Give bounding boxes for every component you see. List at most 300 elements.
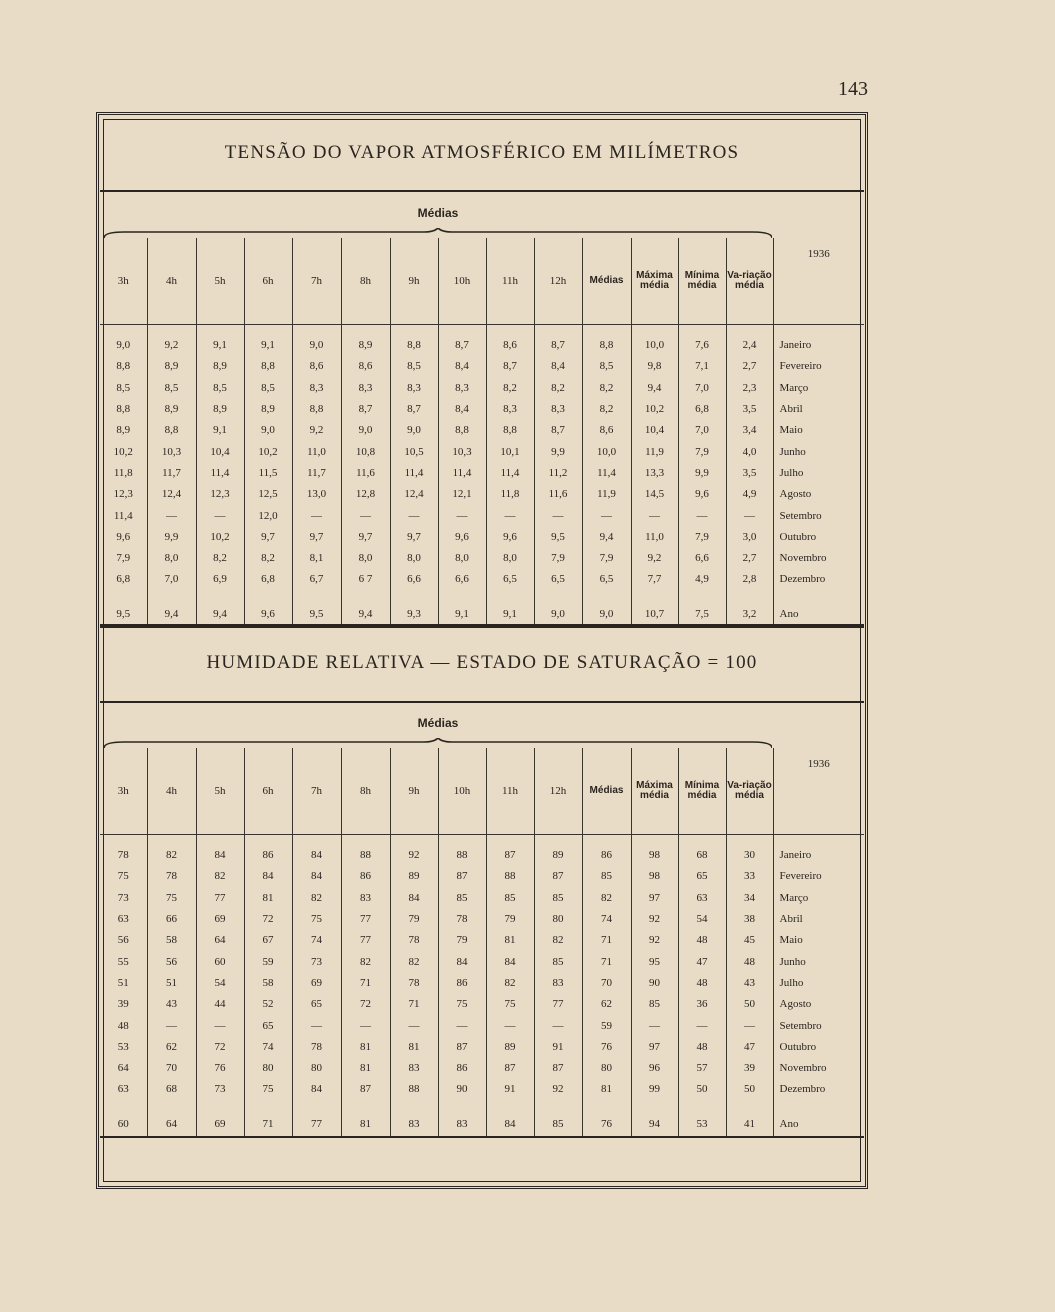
table-cell: 45: [726, 930, 773, 951]
table-cell: 9,7: [244, 527, 292, 548]
humidity-col-header: 5h: [196, 748, 244, 835]
table-cell: 84: [292, 845, 341, 866]
table-cell: 83: [390, 1058, 438, 1079]
table-cell: 10,0: [631, 335, 678, 356]
table-cell: 65: [244, 1015, 292, 1036]
table-cell: 65: [292, 994, 341, 1015]
table-cell: 84: [292, 1079, 341, 1100]
table-cell: 50: [726, 994, 773, 1015]
table-cell: 9,0: [390, 420, 438, 441]
table-cell: 11,0: [631, 527, 678, 548]
table-cell: 8,8: [582, 335, 631, 356]
page-number: 143: [838, 78, 868, 100]
table-cell: 82: [341, 951, 390, 972]
humidity-col-header: Va-riação média: [726, 748, 773, 835]
table-cell: 8,0: [341, 548, 390, 569]
month-label: Maio: [773, 420, 864, 441]
table-cell: 9,9: [678, 463, 726, 484]
table-cell: 6,5: [582, 569, 631, 590]
table-cell: 11,5: [244, 463, 292, 484]
table-cell: 8,5: [582, 356, 631, 377]
table-cell: 84: [292, 866, 341, 887]
table-cell: 99: [631, 1079, 678, 1100]
table-row: [100, 930, 864, 951]
table-cell: 87: [438, 866, 486, 887]
table-cell: 58: [147, 930, 196, 951]
table-cell: 9,6: [438, 527, 486, 548]
table-cell: 2,7: [726, 548, 773, 569]
table-cell: 8,5: [390, 356, 438, 377]
table-cell: 10,3: [147, 441, 196, 462]
vapor-col-header: 10h: [438, 238, 486, 325]
table-cell: 78: [147, 866, 196, 887]
table-cell: 10,4: [196, 441, 244, 462]
table-cell: —: [292, 1015, 341, 1036]
table-cell: 33: [726, 866, 773, 887]
table-cell: —: [678, 1015, 726, 1036]
table-cell: 8,4: [438, 356, 486, 377]
table-cell: 75: [292, 909, 341, 930]
table-cell: 9,8: [631, 356, 678, 377]
table-cell: 87: [438, 1037, 486, 1058]
table-cell: 9,1: [196, 335, 244, 356]
table-cell: 6,8: [678, 399, 726, 420]
table-cell: 11,6: [534, 484, 582, 505]
table-cell: 85: [582, 866, 631, 887]
table-cell: 34: [726, 888, 773, 909]
month-label: Abril: [773, 909, 864, 930]
table-cell: 12,3: [196, 484, 244, 505]
table-cell: —: [486, 1015, 534, 1036]
table-cell: 6 7: [341, 569, 390, 590]
month-label: Junho: [773, 951, 864, 972]
table-cell: —: [534, 505, 582, 526]
table-cell: 7,0: [678, 420, 726, 441]
table-cell: —: [486, 505, 534, 526]
month-label: Janeiro: [773, 845, 864, 866]
vapor-col-header: Médias: [582, 238, 631, 325]
table-cell: 8,8: [116, 403, 131, 416]
table-cell: 43: [147, 994, 196, 1015]
table-cell: 87: [341, 1079, 390, 1100]
table-cell: 76: [582, 1112, 631, 1137]
month-label: Novembro: [773, 1058, 864, 1079]
table-row: [100, 378, 864, 399]
vapor-table: [100, 238, 864, 628]
table-row: [100, 1079, 864, 1100]
table-row: [100, 441, 864, 462]
vapor-col-header: 4h: [147, 238, 196, 325]
table-cell: 82: [582, 888, 631, 909]
table-cell: 79: [390, 909, 438, 930]
table-cell: 8,5: [244, 378, 292, 399]
table-cell: 86: [438, 973, 486, 994]
table-cell: 6,8: [116, 573, 131, 586]
month-label: Fevereiro: [773, 866, 864, 887]
table-cell: 7,6: [678, 335, 726, 356]
table-cell: 75: [244, 1079, 292, 1100]
table-cell: 11,7: [292, 463, 341, 484]
table-cell: 65: [678, 866, 726, 887]
table-cell: 63: [117, 913, 129, 926]
table-cell: 85: [631, 994, 678, 1015]
month-label: Fevereiro: [773, 356, 864, 377]
table-cell: 57: [678, 1058, 726, 1079]
table-cell: 88: [486, 866, 534, 887]
month-label: Julho: [773, 463, 864, 484]
table-cell: 69: [292, 973, 341, 994]
table-cell: 3,4: [726, 420, 773, 441]
table-cell: 9,0: [244, 420, 292, 441]
table-cell: 9,9: [147, 527, 196, 548]
vapor-col-header: 8h: [341, 238, 390, 325]
table-cell: 84: [244, 866, 292, 887]
table-cell: 72: [196, 1037, 244, 1058]
table-cell: 8,8: [147, 420, 196, 441]
table-cell: 84: [390, 888, 438, 909]
table-cell: 60: [196, 951, 244, 972]
table-cell: 48: [678, 930, 726, 951]
table-cell: 7,9: [534, 548, 582, 569]
table-cell: 8,5: [196, 378, 244, 399]
vapor-col-header: Va-riação média: [726, 238, 773, 325]
humidity-table-title: HUMIDADE RELATIVA — ESTADO DE SATURAÇÃO = 100: [206, 652, 758, 673]
table-cell: —: [292, 505, 341, 526]
table-cell: 8,6: [582, 420, 631, 441]
table-cell: 11,7: [147, 463, 196, 484]
table-cell: 8,9: [147, 356, 196, 377]
table-cell: 75: [147, 888, 196, 909]
vapor-col-header: Máxima média: [631, 238, 678, 325]
vapor-col-header: 12h: [534, 238, 582, 325]
humidity-col-header: 8h: [341, 748, 390, 835]
month-label: Agosto: [773, 994, 864, 1015]
table-cell: 9,2: [292, 420, 341, 441]
table-cell: 8,0: [438, 548, 486, 569]
month-label: Março: [773, 888, 864, 909]
table-cell: 4,9: [678, 569, 726, 590]
table-cell: 30: [726, 845, 773, 866]
table-cell: 60: [100, 1112, 147, 1137]
table-cell: 82: [486, 973, 534, 994]
table-cell: 67: [244, 930, 292, 951]
table-cell: 58: [244, 973, 292, 994]
table-cell: 88: [390, 1079, 438, 1100]
table-row: [100, 888, 864, 909]
table-cell: 6,6: [678, 548, 726, 569]
table-cell: 2,8: [726, 569, 773, 590]
table-cell: 10,2: [113, 445, 133, 458]
table-cell: 11,4: [390, 463, 438, 484]
table-cell: —: [726, 1015, 773, 1036]
table-cell: 80: [534, 909, 582, 930]
humidity-year-header: 1936: [773, 748, 864, 835]
table-cell: 8,8: [486, 420, 534, 441]
vapor-col-header: 7h: [292, 238, 341, 325]
table-row: [100, 866, 864, 887]
table-cell: 8,3: [341, 378, 390, 399]
table-cell: 54: [196, 973, 244, 994]
table-cell: 8,2: [486, 378, 534, 399]
table-cell: 11,0: [292, 441, 341, 462]
table-cell: 8,6: [341, 356, 390, 377]
table-cell: 11,4: [582, 463, 631, 484]
table-cell: 71: [341, 973, 390, 994]
table-cell: 82: [196, 866, 244, 887]
humidity-col-header: 3h: [100, 748, 147, 835]
table-cell: 72: [244, 909, 292, 930]
table-cell: 71: [390, 994, 438, 1015]
table-cell: 83: [390, 1112, 438, 1137]
table-cell: 9,7: [292, 527, 341, 548]
table-cell: 10,2: [244, 441, 292, 462]
table-cell: —: [341, 1015, 390, 1036]
table-cell: 70: [582, 973, 631, 994]
humidity-col-header: Mínima média: [678, 748, 726, 835]
table-cell: 8,3: [534, 399, 582, 420]
table-cell: 9,0: [341, 420, 390, 441]
humidity-group-label: Médias: [417, 716, 459, 730]
table-cell: 7,9: [116, 552, 131, 565]
table-cell: 48: [726, 951, 773, 972]
table-cell: —: [726, 505, 773, 526]
table-row: [100, 399, 864, 420]
table-cell: 53: [678, 1112, 726, 1137]
month-label: Janeiro: [773, 335, 864, 356]
table-cell: 8,8: [116, 360, 131, 373]
table-row: [100, 548, 864, 569]
table-cell: 75: [117, 870, 129, 883]
table-cell: 11,9: [582, 484, 631, 505]
table-cell: 88: [341, 845, 390, 866]
table-cell: 81: [486, 930, 534, 951]
table-cell: 9,9: [534, 441, 582, 462]
table-row: [100, 527, 864, 548]
table-cell: 6,6: [438, 569, 486, 590]
table-cell: 6,8: [244, 569, 292, 590]
table-cell: 92: [390, 845, 438, 866]
table-cell: 8,7: [390, 399, 438, 420]
table-cell: 6,5: [534, 569, 582, 590]
table-cell: 51: [147, 973, 196, 994]
humidity-col-header: 10h: [438, 748, 486, 835]
table-cell: 8,5: [147, 378, 196, 399]
table-cell: 8,2: [244, 548, 292, 569]
table-cell: 84: [486, 1112, 534, 1137]
table-cell: 85: [534, 888, 582, 909]
table-cell: 10,2: [196, 527, 244, 548]
table-cell: 92: [631, 930, 678, 951]
table-cell: 55: [117, 955, 129, 968]
table-cell: 13,3: [631, 463, 678, 484]
table-cell: 9,6: [678, 484, 726, 505]
humidity-top-rule: [100, 624, 864, 626]
table-cell: —: [631, 505, 678, 526]
table-cell: —: [390, 1015, 438, 1036]
table-cell: 3,2: [726, 602, 773, 627]
table-cell: 90: [631, 973, 678, 994]
table-cell: 4,0: [726, 441, 773, 462]
table-cell: 7,0: [147, 569, 196, 590]
table-cell: —: [582, 505, 631, 526]
table-cell: 63: [117, 1083, 129, 1096]
month-label: Junho: [773, 441, 864, 462]
table-cell: 87: [486, 1058, 534, 1079]
humidity-table: [100, 748, 864, 1138]
table-cell: 9,4: [582, 527, 631, 548]
table-cell: 86: [582, 845, 631, 866]
table-row: [100, 994, 864, 1015]
humidity-col-header: 11h: [486, 748, 534, 835]
table-cell: 8,9: [244, 399, 292, 420]
table-cell: 9,3: [390, 602, 438, 627]
humidity-col-header: Médias: [582, 748, 631, 835]
table-row: [100, 951, 864, 972]
table-cell: —: [196, 505, 244, 526]
table-cell: 86: [244, 845, 292, 866]
table-cell: 8,7: [534, 420, 582, 441]
vapor-col-header: 5h: [196, 238, 244, 325]
table-cell: 10,7: [631, 602, 678, 627]
table-cell: 10,3: [438, 441, 486, 462]
table-cell: 74: [244, 1037, 292, 1058]
table-cell: 10,5: [390, 441, 438, 462]
table-cell: 8,1: [292, 548, 341, 569]
table-cell: 75: [438, 994, 486, 1015]
table-cell: 87: [486, 845, 534, 866]
table-cell: 8,7: [438, 335, 486, 356]
table-cell: 9,4: [196, 602, 244, 627]
table-cell: 11,4: [438, 463, 486, 484]
month-label: Setembro: [773, 505, 864, 526]
table-cell: 8,7: [486, 356, 534, 377]
vapor-group-label: Médias: [417, 206, 459, 220]
table-cell: 82: [534, 930, 582, 951]
table-cell: 62: [582, 994, 631, 1015]
table-cell: 13,0: [292, 484, 341, 505]
table-cell: 3,5: [726, 463, 773, 484]
table-cell: 12,4: [147, 484, 196, 505]
table-cell: 10,4: [631, 420, 678, 441]
table-cell: 48: [117, 1019, 129, 1032]
table-cell: 10,2: [631, 399, 678, 420]
month-label: Maio: [773, 930, 864, 951]
table-cell: 82: [147, 845, 196, 866]
table-cell: 2,4: [726, 335, 773, 356]
table-cell: 77: [341, 930, 390, 951]
table-cell: 86: [438, 1058, 486, 1079]
table-cell: 98: [631, 845, 678, 866]
month-label: Abril: [773, 399, 864, 420]
table-cell: 9,6: [116, 530, 131, 543]
table-cell: 4,9: [726, 484, 773, 505]
table-cell: 62: [147, 1037, 196, 1058]
table-row: [100, 909, 864, 930]
table-cell: 11,8: [486, 484, 534, 505]
table-cell: 80: [582, 1058, 631, 1079]
table-cell: 94: [631, 1112, 678, 1137]
month-label: Ano: [773, 1112, 864, 1137]
table-cell: 59: [582, 1015, 631, 1036]
table-cell: 6,6: [390, 569, 438, 590]
table-row: [100, 845, 864, 866]
table-row: [100, 602, 864, 627]
vapor-year-header: 1936: [773, 238, 864, 325]
table-row: [100, 1112, 864, 1137]
table-cell: 51: [117, 976, 129, 989]
table-cell: 38: [726, 909, 773, 930]
table-cell: 7,9: [678, 527, 726, 548]
table-row: [100, 505, 864, 526]
humidity-col-header: 4h: [147, 748, 196, 835]
table-cell: 2,3: [726, 378, 773, 399]
table-cell: 74: [292, 930, 341, 951]
table-row: [100, 484, 864, 505]
table-cell: 81: [582, 1079, 631, 1100]
table-cell: —: [341, 505, 390, 526]
table-cell: 12,1: [438, 484, 486, 505]
table-cell: 70: [147, 1058, 196, 1079]
table-cell: 12,5: [244, 484, 292, 505]
table-cell: 83: [438, 1112, 486, 1137]
table-cell: 85: [438, 888, 486, 909]
table-cell: 80: [244, 1058, 292, 1079]
table-cell: 89: [390, 866, 438, 887]
table-cell: 7,1: [678, 356, 726, 377]
table-cell: 8,8: [390, 335, 438, 356]
table-cell: 91: [534, 1037, 582, 1058]
table-cell: 8,6: [292, 356, 341, 377]
table-cell: 44: [196, 994, 244, 1015]
table-cell: 78: [390, 930, 438, 951]
table-cell: 50: [726, 1079, 773, 1100]
table-cell: 9,5: [534, 527, 582, 548]
table-cell: 43: [726, 973, 773, 994]
table-cell: 39: [726, 1058, 773, 1079]
table-cell: 47: [726, 1037, 773, 1058]
table-cell: —: [147, 1015, 196, 1036]
table-cell: 8,3: [486, 399, 534, 420]
table-cell: 8,7: [341, 399, 390, 420]
table-cell: 9,6: [486, 527, 534, 548]
table-cell: 8,5: [116, 381, 131, 394]
table-cell: 85: [486, 888, 534, 909]
table-cell: 14,5: [631, 484, 678, 505]
table-cell: 8,2: [582, 378, 631, 399]
table-cell: 71: [582, 930, 631, 951]
table-cell: 50: [678, 1079, 726, 1100]
table-cell: 10,0: [582, 441, 631, 462]
table-cell: 68: [678, 845, 726, 866]
table-cell: 41: [726, 1112, 773, 1137]
table-cell: 84: [438, 951, 486, 972]
table-cell: —: [196, 1015, 244, 1036]
table-cell: 69: [196, 909, 244, 930]
table-cell: 3,5: [726, 399, 773, 420]
table-cell: 8,9: [196, 399, 244, 420]
table-cell: 8,0: [147, 548, 196, 569]
humidity-col-header: 7h: [292, 748, 341, 835]
table-cell: 91: [486, 1079, 534, 1100]
table-cell: 7,7: [631, 569, 678, 590]
table-cell: 52: [244, 994, 292, 1015]
table-cell: 89: [534, 845, 582, 866]
humidity-col-header: 12h: [534, 748, 582, 835]
table-cell: 9,1: [486, 602, 534, 627]
humidity-col-header: 9h: [390, 748, 438, 835]
table-cell: 8,2: [196, 548, 244, 569]
month-label: Novembro: [773, 548, 864, 569]
